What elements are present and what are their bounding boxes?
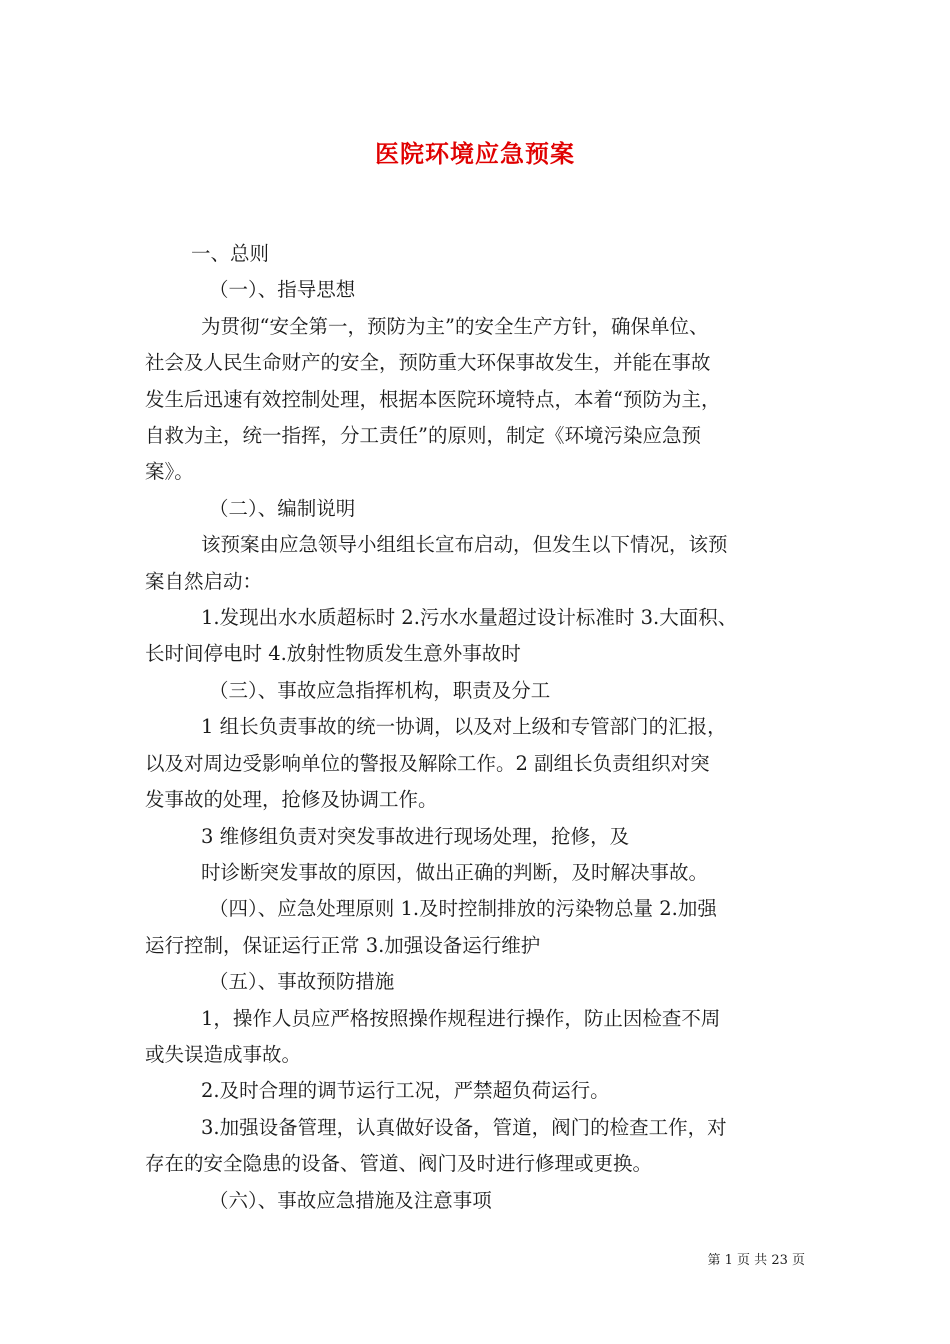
- paragraph-line: 该预案由应急领导小组组长宣布启动，但发生以下情况，该预: [201, 533, 728, 557]
- paragraph-line: 案自然启动：: [145, 569, 263, 593]
- paragraph-line: （五）、事故预防措施: [209, 970, 395, 994]
- paragraph-line: 长时间停电时 4.放射性物质发生意外事故时: [145, 642, 521, 666]
- paragraph-line: 以及对周边受影响单位的警报及解除工作。2 副组长负责组织对突: [145, 751, 710, 775]
- paragraph-line: 1.发现出水水质超标时 2.污水水量超过设计标准时 3.大面积、: [201, 606, 738, 630]
- paragraph-line: 为贯彻“安全第一，预防为主”的安全生产方针，确保单位、: [201, 314, 709, 338]
- paragraph-line: 3 维修组负责对突发事故进行现场处理，抢修，及: [201, 824, 630, 848]
- paragraph-line: 1，操作人员应严格按照操作规程进行操作，防止因检查不周: [201, 1006, 721, 1030]
- document-body: [145, 236, 813, 1219]
- paragraph-line: 自救为主，统一指挥，分工责任”的原则，制定《环境污染应急预: [145, 424, 701, 448]
- paragraph-line: 时诊断突发事故的原因，做出正确的判断，及时解决事故。: [201, 860, 709, 884]
- paragraph-line: 1 组长负责事故的统一协调，以及对上级和专管部门的汇报，: [201, 715, 727, 739]
- paragraph-line: 一、总则: [191, 242, 270, 265]
- paragraph-line: 社会及人民生命财产的安全，预防重大环保事故发生，并能在事故: [145, 351, 711, 375]
- paragraph-line: （六）、事故应急措施及注意事项: [209, 1188, 492, 1212]
- document-title: 医院环境应急预案: [375, 139, 575, 168]
- paragraph-line: 2.及时合理的调节运行工况，严禁超负荷运行。: [201, 1079, 610, 1103]
- paragraph-line: （四）、应急处理原则 1.及时控制排放的污染物总量 2.加强: [209, 897, 717, 921]
- paragraph-line: 存在的安全隐患的设备、管道、阀门及时进行修理或更换。: [145, 1152, 653, 1176]
- page-footer: 第 1 页 共 23 页: [707, 1253, 805, 1268]
- paragraph-line: 案》。: [145, 460, 194, 484]
- paragraph-line: 运行控制，保证运行正常 3.加强设备运行维护: [145, 933, 541, 957]
- paragraph-line: （一）、指导思想: [209, 278, 356, 302]
- paragraph-line: （二）、编制说明: [209, 496, 356, 520]
- paragraph-line: 或失误造成事故。: [145, 1042, 302, 1066]
- paragraph-line: （三）、事故应急指挥机构，职责及分工: [209, 678, 551, 702]
- paragraph-line: 3.加强设备管理，认真做好设备，管道，阀门的检查工作，对: [201, 1115, 727, 1139]
- paragraph-line: 发事故的处理，抢修及协调工作。: [145, 788, 438, 812]
- paragraph-line: 发生后迅速有效控制处理，根据本医院环境特点，本着“预防为主，: [145, 387, 721, 411]
